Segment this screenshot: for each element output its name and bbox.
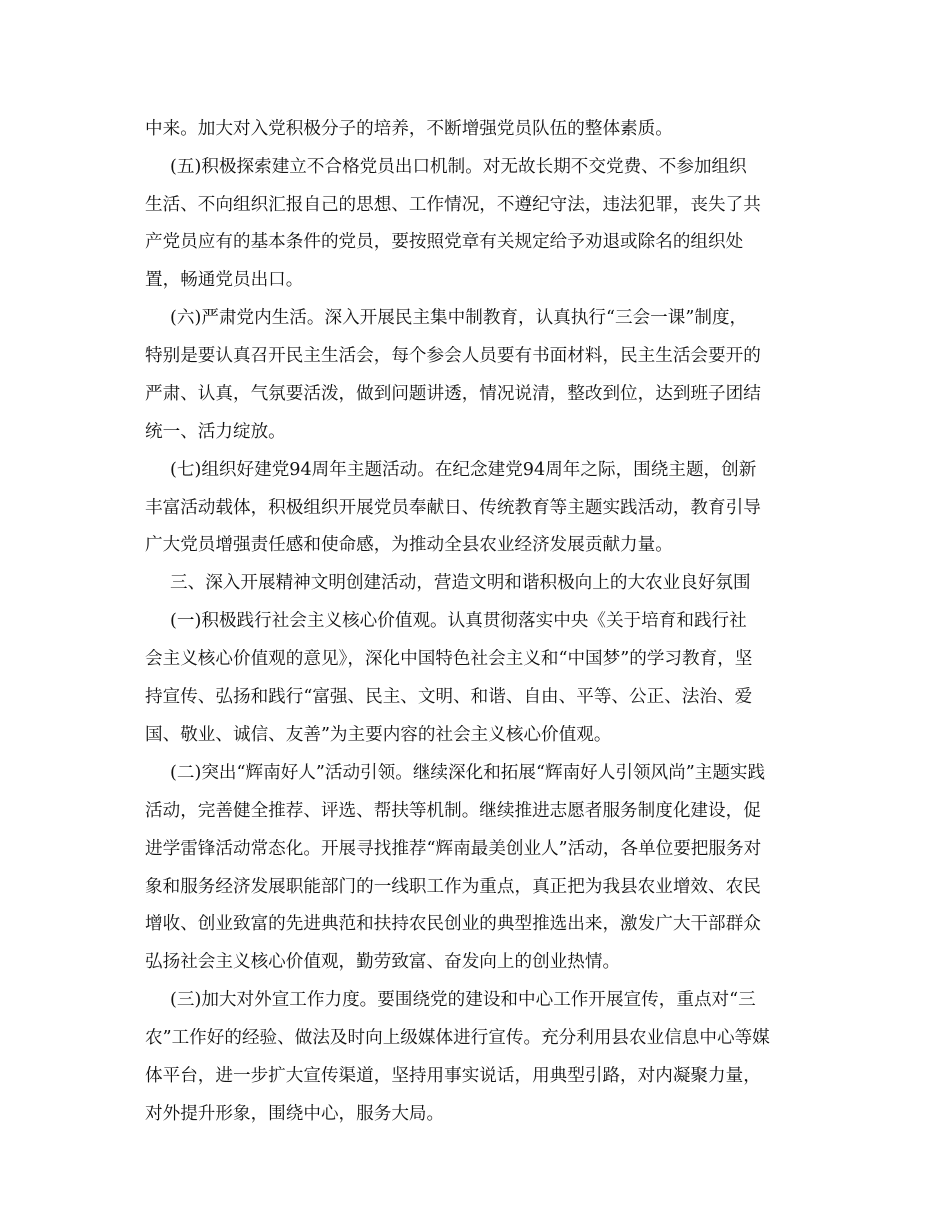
text-line: 体平台，进一步扩大宣传渠道，坚持用事实说话，用典型引路，对内凝聚力量， [145, 1066, 761, 1086]
text-line: (七)组织好建党94周年主题活动。在纪念建党94周年之际，围绕主题，创新 [170, 460, 757, 480]
text-line: 进学雷锋活动常态化。开展寻找推荐“辉南最美创业人”活动，各单位要把服务对 [145, 839, 762, 859]
section-heading: 三、深入开展精神文明创建活动，营造文明和谐积极向上的大农业良好氛围 [170, 573, 751, 593]
text-line: 生活、不向组织汇报自己的思想、工作情况，不遵纪守法，违法犯罪，丧失了共 [145, 195, 761, 215]
text-line: 农”工作好的经验、做法及时向上级媒体进行宣传。充分利用县农业信息中心等媒 [145, 1028, 770, 1048]
text-line: 对外提升形象，围绕中心，服务大局。 [145, 1104, 445, 1124]
text-line: 国、敬业、诚信、友善”为主要内容的社会主义核心价值观。 [145, 725, 612, 745]
text-line: (二)突出“辉南好人”活动引领。继续深化和拓展“辉南好人引领风尚”主题实践 [170, 763, 766, 783]
text-line: 广大党员增强责任感和使命感，为推动全县农业经济发展贡献力量。 [145, 535, 673, 555]
text-line: 置，畅通党员出口。 [145, 270, 304, 290]
text-line: 活动，完善健全推荐、评选、帮扶等机制。继续推进志愿者服务制度化建设，促 [145, 801, 761, 821]
text-line: 中来。加大对入党积极分子的培养，不断增强党员队伍的整体素质。 [145, 119, 673, 139]
text-line: 产党员应有的基本条件的党员，要按照党章有关规定给予劝退或除名的组织处 [145, 232, 744, 252]
text-line: 会主义核心价值观的意见》，深化中国特色社会主义和“中国梦”的学习教育，坚 [145, 649, 753, 669]
text-line: (三)加大对外宣工作力度。要围绕党的建设和中心工作开展宣传，重点对“三 [170, 990, 756, 1010]
text-line: 弘扬社会主义核心价值观，勤劳致富、奋发向上的创业热情。 [145, 952, 621, 972]
text-line: 严肃、认真，气氛要活泼，做到问题讲透，情况说清，整改到位，达到班子团结 [145, 384, 761, 404]
text-line: 增收、创业致富的先进典范和扶持农民创业的典型推选出来，激发广大干部群众 [145, 914, 761, 934]
text-line: (五)积极探索建立不合格党员出口机制。对无故长期不交党费、不参加组织 [170, 157, 747, 177]
text-line: (一)积极践行社会主义核心价值观。认真贯彻落实中央《关于培育和践行社 [170, 611, 747, 631]
text-line: 象和服务经济发展职能部门的一线职工作为重点，真正把为我县农业增效、农民 [145, 877, 761, 897]
text-line: 统一、活力绽放。 [145, 422, 286, 442]
text-line: (六)严肃党内生活。深入开展民主集中制教育，认真执行“三会一课”制度， [170, 308, 748, 328]
text-line: 持宣传、弘扬和践行“富强、民主、文明、和谐、自由、平等、公正、法治、爱 [145, 687, 753, 707]
text-line: 丰富活动载体，积极组织开展党员奉献日、传统教育等主题实践活动，教育引导 [145, 498, 761, 518]
text-line: 特别是要认真召开民主生活会，每个参会人员要有书面材料，民主生活会要开的 [145, 346, 761, 366]
